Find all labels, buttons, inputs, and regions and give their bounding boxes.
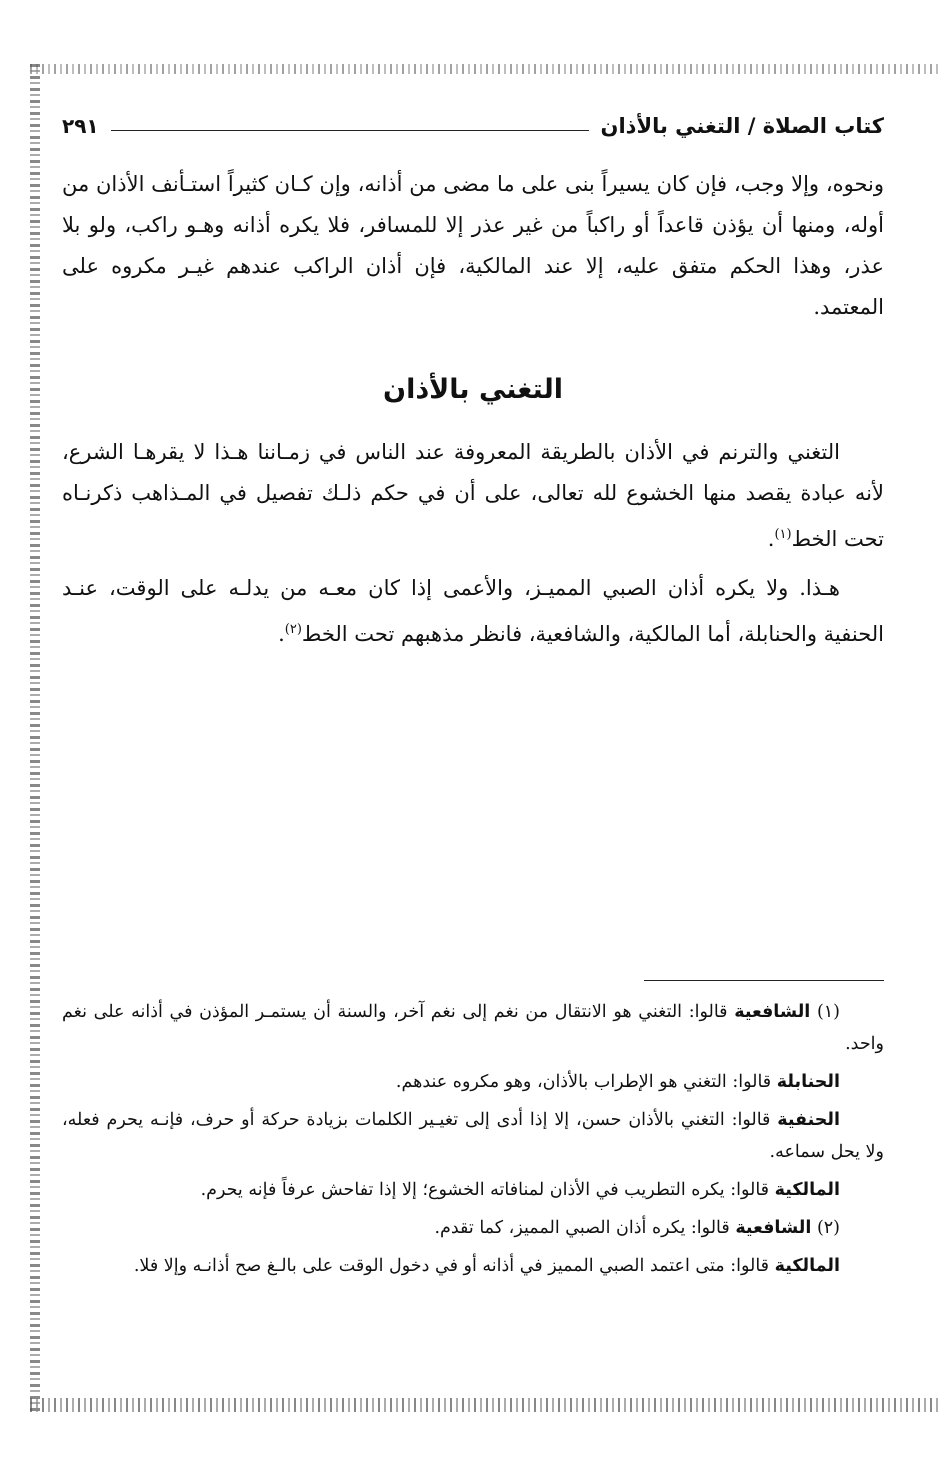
footnote-text: قالوا: التغني هو الإطراب بالأذان، وهو مكروه عندهم. [395, 1072, 772, 1092]
footnote-item [62, 1250, 884, 1282]
footnote-label: الحنفية [777, 1110, 840, 1130]
footnotes [62, 996, 884, 1288]
footnote-separator [644, 980, 884, 981]
page-header [62, 108, 884, 144]
paragraph-1-end: . [767, 527, 775, 551]
footnote-label: المالكية [774, 1256, 840, 1276]
main-text [62, 164, 884, 655]
paragraph-2 [62, 568, 884, 655]
footnote-label: الشافعية [735, 1218, 812, 1238]
section-heading: التغني بالأذان [383, 374, 563, 405]
footnote-text: قالوا: التغني بالأذان حسن، إلا إذا أدى إلى تغيـير الكلمات بزيادة حركة أو حرف، فإنـه يحرم فعله، ولا يحل سماعه. [62, 1110, 884, 1162]
running-title: كتاب الصلاة / التغني بالأذان [600, 114, 884, 138]
paragraph-2-end: . [278, 622, 285, 646]
footnote-ref-2[interactable]: (٢) [284, 622, 302, 637]
footnote-text: قالوا: متى اعتمد الصبي المميز في أذانه أو في دخول الوقت على بالـغ صح أذانـه وإلا فلا. [133, 1256, 770, 1276]
footnote-label: الحنابلة [776, 1072, 840, 1092]
footnote-item [62, 1066, 884, 1098]
footnote-number: (٢) [816, 1218, 840, 1238]
paragraph-1 [62, 432, 884, 560]
decorative-border-bottom [30, 1398, 942, 1412]
paragraph-2-text: هـذا. ولا يكره أذان الصبي المميـز، والأعمى إذا كان معـه من يدلـه على الوقت، عنـد الحنفية والحنابلة، أما المالكية، والشافعية، فانظر مذهبهم تحت الخط [62, 576, 884, 646]
footnote-ref-1[interactable]: (١) [774, 527, 792, 542]
footnote-number: (١) [816, 1002, 840, 1022]
footnote-text: قالوا: يكره التطريب في الأذان لمنافاته الخشوع؛ إلا إذا تفاحش عرفاً فإنه يحرم. [200, 1180, 770, 1200]
paragraph-1-text: التغني والترنم في الأذان بالطريقة المعروفة عند الناس في زمـاننا هـذا لا يقرهـا الشرع، لأنه عبادة يقصد منها الخشوع لله تعالى، على أن في حكم ذلـك تفصيل في المـذاهب ذكرنـاه تحت الخط [62, 440, 884, 551]
footnote-text: قالوا: يكره أذان الصبي المميز، كما تقدم. [434, 1218, 730, 1238]
footnote-item [62, 996, 884, 1060]
page-content [62, 0, 884, 1398]
decorative-border-left [30, 64, 40, 1412]
footnote-label: الشافعية [734, 1002, 811, 1022]
footnote-item [62, 1174, 884, 1206]
continuation-paragraph: ونحوه، وإلا وجب، فإن كان يسيراً بنى على ما مضى من أذانه، وإن كـان كثيراً استـأنف الأذان من أوله، ومنها أن يؤذن قاعداً أو راكباً من غير عذر إلا للمسافر، فلا يكره أذانه وهـو راكب، ولو بلا عذر، وهذا الحكم متفق عليه، إلا عند المالكية، فإن أذان الراكب عندهم غيـر مكروه على المعتمد. [62, 172, 884, 319]
footnote-item [62, 1104, 884, 1168]
header-rule [111, 130, 589, 131]
page-number: ٢٩١ [62, 114, 99, 138]
footnote-item [62, 1212, 884, 1244]
footnote-text: قالوا: التغني هو الانتقال من نغم إلى نغم آخر، والسنة أن يستمـر المؤذن في أذانه على نغم واحد. [62, 1002, 884, 1054]
footnote-label: المالكية [774, 1180, 840, 1200]
